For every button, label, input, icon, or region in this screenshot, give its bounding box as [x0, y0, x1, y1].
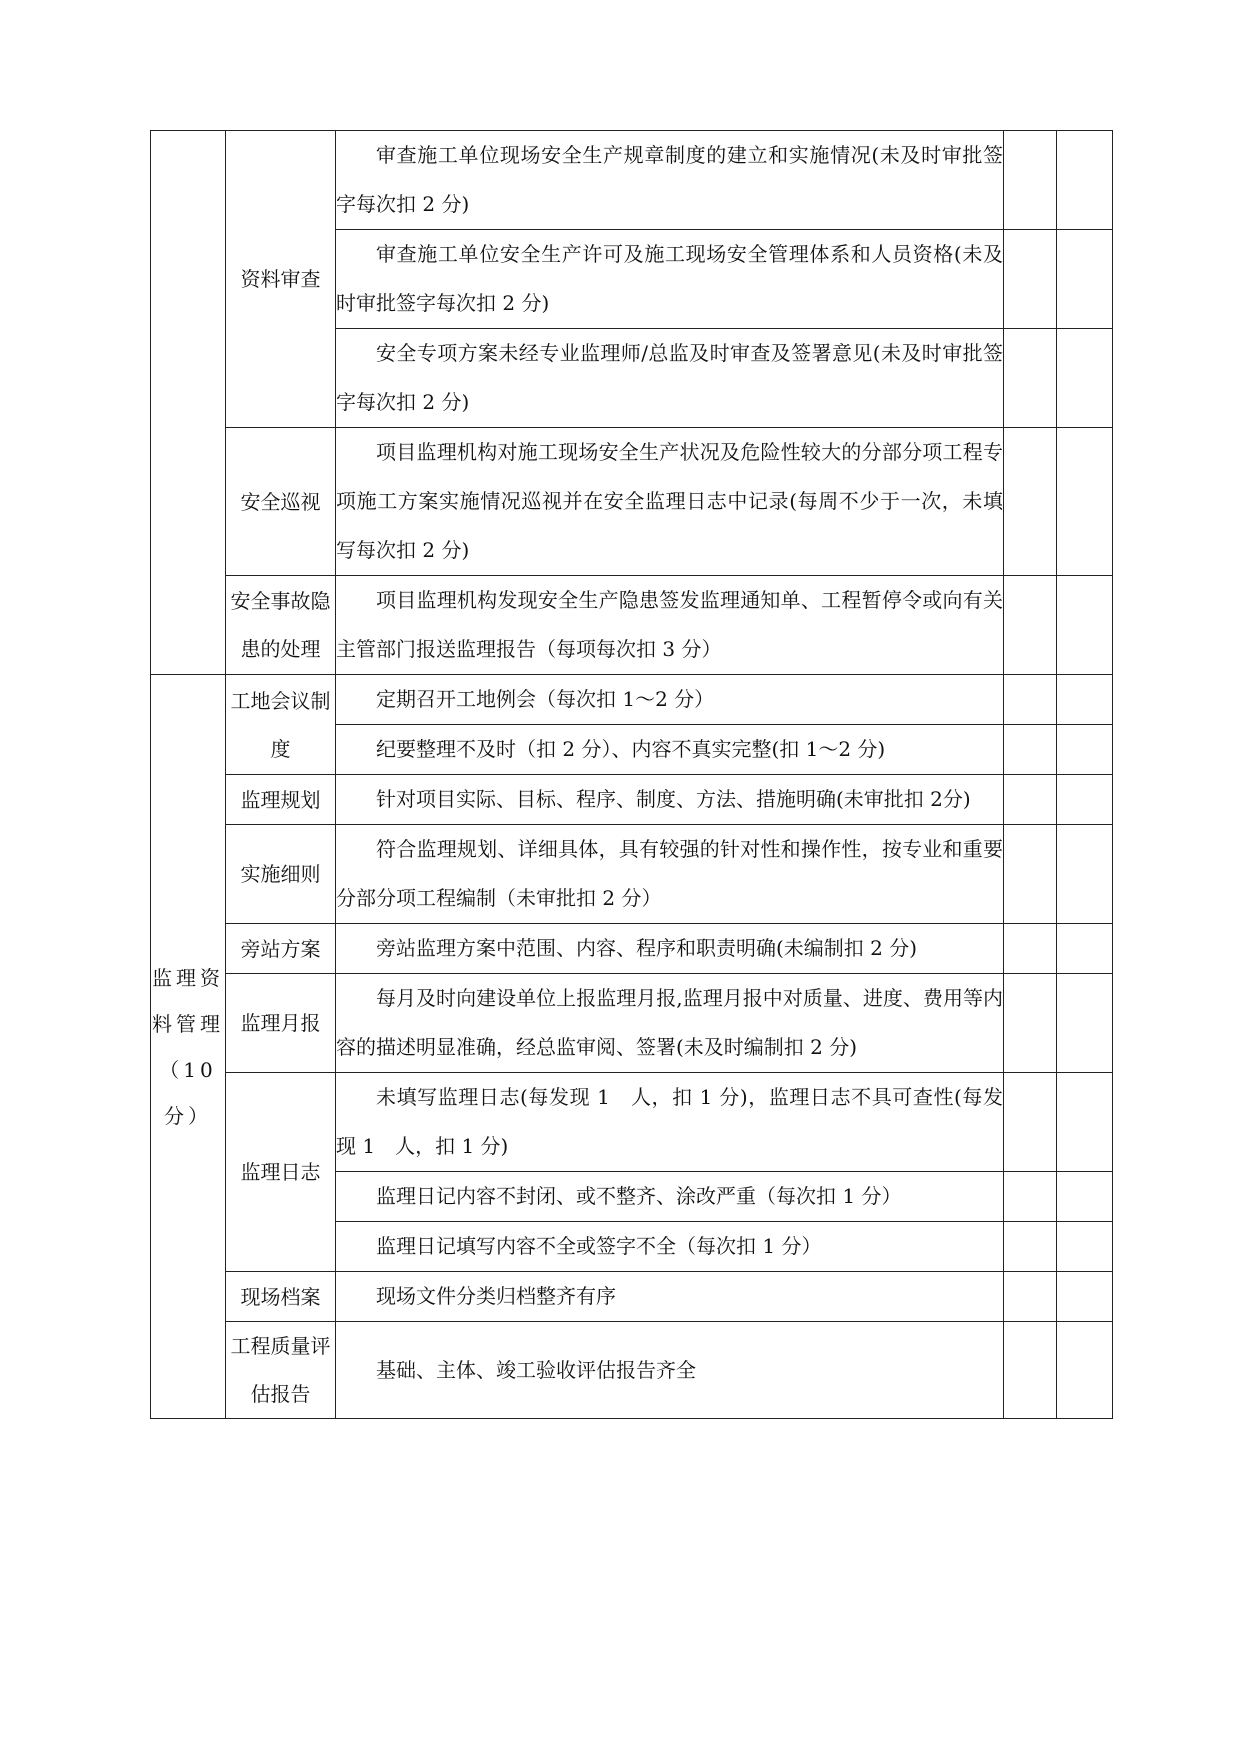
score-cell[interactable]: [1004, 329, 1057, 428]
score-cell[interactable]: [1004, 1073, 1057, 1172]
table-row: [151, 825, 1113, 924]
table-row: [151, 1073, 1113, 1172]
score-cell[interactable]: [1004, 1322, 1057, 1419]
deduction-cell[interactable]: [1057, 825, 1113, 924]
subitem-name: 安全事故隐患的处理: [226, 576, 336, 675]
score-cell[interactable]: [1004, 1172, 1057, 1222]
subitem-name: 监理规划: [226, 775, 336, 825]
table-row: [151, 428, 1113, 576]
deduction-cell[interactable]: [1057, 1073, 1113, 1172]
score-cell[interactable]: [1004, 428, 1057, 576]
score-cell[interactable]: [1004, 675, 1057, 725]
criteria-cell: 基础、主体、竣工验收评估报告齐全: [336, 1322, 1004, 1419]
criteria-cell: 项目监理机构对施工现场安全生产状况及危险性较大的分部分项工程专项施工方案实施情况巡视并在安全监理日志中记录(每周不少于一次，未填写每次扣 2 分): [336, 428, 1004, 576]
table-row: [151, 131, 1113, 230]
subitem-name: 安全巡视: [226, 428, 336, 576]
criteria-cell: 安全专项方案未经专业监理师/总监及时审查及签署意见(未及时审批签字每次扣 2 分): [336, 329, 1004, 428]
category-cell: 监理资料管理（10分）: [151, 675, 226, 1419]
table-row: [151, 675, 1113, 725]
score-cell[interactable]: [1004, 576, 1057, 675]
table-row: [151, 974, 1113, 1073]
criteria-cell: 针对项目实际、目标、程序、制度、方法、措施明确(未审批扣 2分): [336, 775, 1004, 825]
deduction-cell[interactable]: [1057, 1222, 1113, 1272]
deduction-cell[interactable]: [1057, 775, 1113, 825]
subitem-name: 监理日志: [226, 1073, 336, 1272]
criteria-cell: 审查施工单位现场安全生产规章制度的建立和实施情况(未及时审批签字每次扣 2 分): [336, 131, 1004, 230]
evaluation-table: [150, 130, 1113, 1419]
score-cell[interactable]: [1004, 775, 1057, 825]
subitem-name: 实施细则: [226, 825, 336, 924]
criteria-cell: 监理日记填写内容不全或签字不全（每次扣 1 分）: [336, 1222, 1004, 1272]
score-cell[interactable]: [1004, 725, 1057, 775]
criteria-cell: 每月及时向建设单位上报监理月报,监理月报中对质量、进度、费用等内容的描述明显准确，经总监审阅、签署(未及时编制扣 2 分): [336, 974, 1004, 1073]
score-cell[interactable]: [1004, 1272, 1057, 1322]
subitem-name: 现场档案: [226, 1272, 336, 1322]
score-cell[interactable]: [1004, 131, 1057, 230]
deduction-cell[interactable]: [1057, 675, 1113, 725]
criteria-cell: 未填写监理日志(每发现 1 人，扣 1 分)，监理日志不具可查性(每发现 1 人，扣 1 分): [336, 1073, 1004, 1172]
table-row: [151, 775, 1113, 825]
subitem-name: 旁站方案: [226, 924, 336, 974]
score-cell[interactable]: [1004, 825, 1057, 924]
score-cell[interactable]: [1004, 230, 1057, 329]
deduction-cell[interactable]: [1057, 1172, 1113, 1222]
score-cell[interactable]: [1004, 1222, 1057, 1272]
subitem-name: 监理月报: [226, 974, 336, 1073]
deduction-cell[interactable]: [1057, 131, 1113, 230]
score-cell[interactable]: [1004, 974, 1057, 1073]
category-cell: [151, 131, 226, 675]
criteria-cell: 旁站监理方案中范围、内容、程序和职责明确(未编制扣 2 分): [336, 924, 1004, 974]
subitem-name: 资料审查: [226, 131, 336, 428]
criteria-cell: 纪要整理不及时（扣 2 分）、内容不真实完整(扣 1～2 分): [336, 725, 1004, 775]
deduction-cell[interactable]: [1057, 576, 1113, 675]
deduction-cell[interactable]: [1057, 974, 1113, 1073]
subitem-name: 工程质量评估报告: [226, 1322, 336, 1419]
deduction-cell[interactable]: [1057, 725, 1113, 775]
criteria-cell: 项目监理机构发现安全生产隐患签发监理通知单、工程暂停令或向有关主管部门报送监理报告（每项每次扣 3 分）: [336, 576, 1004, 675]
criteria-cell: 定期召开工地例会（每次扣 1～2 分）: [336, 675, 1004, 725]
table-row: [151, 576, 1113, 675]
deduction-cell[interactable]: [1057, 329, 1113, 428]
deduction-cell[interactable]: [1057, 428, 1113, 576]
criteria-cell: 监理日记内容不封闭、或不整齐、涂改严重（每次扣 1 分）: [336, 1172, 1004, 1222]
subitem-name: 工地会议制度: [226, 675, 336, 775]
deduction-cell[interactable]: [1057, 924, 1113, 974]
table-row: [151, 1272, 1113, 1322]
score-cell[interactable]: [1004, 924, 1057, 974]
criteria-cell: 符合监理规划、详细具体，具有较强的针对性和操作性，按专业和重要分部分项工程编制（未审批扣 2 分）: [336, 825, 1004, 924]
deduction-cell[interactable]: [1057, 230, 1113, 329]
deduction-cell[interactable]: [1057, 1272, 1113, 1322]
criteria-cell: 审查施工单位安全生产许可及施工现场安全管理体系和人员资格(未及时审批签字每次扣 2 分): [336, 230, 1004, 329]
criteria-cell: 现场文件分类归档整齐有序: [336, 1272, 1004, 1322]
table-row: [151, 1322, 1113, 1419]
table-row: [151, 924, 1113, 974]
deduction-cell[interactable]: [1057, 1322, 1113, 1419]
